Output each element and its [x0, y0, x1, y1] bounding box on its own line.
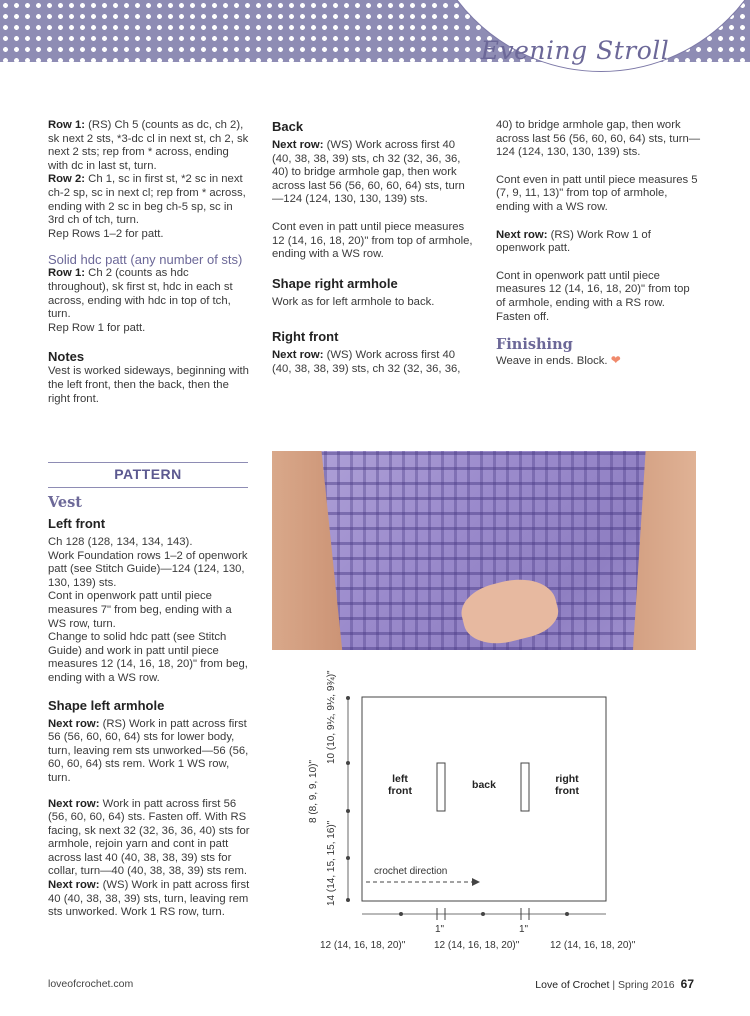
column-3 — [496, 119, 702, 369]
schematic-svg — [300, 660, 680, 960]
right-front-p1-text: (WS) Work across first 40 (40, 38, 38, 39) sts, ch 32 (32, 36, 36, — [272, 349, 461, 375]
left-front-heading: Left front — [48, 516, 106, 531]
notes-text: Vest is worked sideways, beginning with the left front, then the back, then the right front. — [48, 365, 249, 405]
schematic-diagram — [300, 660, 680, 960]
next-row-label: Next row: — [272, 349, 324, 362]
col3-p1: 40) to bridge armhole gap, then work across last 56 (56, 60, 60, 64) sts, turn—124 (124, 130, 130, 139) sts. — [496, 119, 701, 159]
shape-left-p3 — [48, 879, 250, 920]
solid-row1-paragraph — [48, 267, 250, 321]
col3-p3 — [496, 229, 702, 256]
vertical-top-dimension: 10 (10, 9½, 9½, 9¾)" — [326, 670, 337, 764]
back-p1-text: (WS) Work across first 40 (40, 38, 38, 39) sts, ch 32 (32, 36, 36, 40) to bridge armhole gap, then work across last 56 (56, 60, 60, 64) sts, turn—124 (124, 130, 130, 139) sts. — [272, 139, 465, 206]
solid-row1-label: Row 1: — [48, 267, 86, 280]
heart-icon: ❤ — [610, 353, 621, 368]
vertical-bottom-dimension: 14 (14, 15, 15, 16)" — [326, 820, 337, 906]
column-1-lower — [48, 494, 250, 920]
left-front-line: Ch 128 (128, 134, 134, 143). — [48, 536, 193, 548]
row1-label: Row 1: — [48, 119, 86, 131]
row1-paragraph — [48, 119, 250, 173]
page-title: Evening Stroll — [480, 36, 670, 65]
bottom-right-dimension: 12 (14, 16, 18, 20)" — [550, 940, 636, 951]
pattern-heading: PATTERN — [48, 462, 248, 488]
finishing-heading: Finishing — [496, 336, 573, 354]
footer-magazine: Love of Crochet — [535, 979, 610, 991]
row2-paragraph — [48, 173, 250, 227]
solid-row1-text: Ch 2 (counts as hdc throughout), sk first st, hdc in each st across, ending with hdc in top of tch, turn. — [48, 267, 233, 321]
row1-text: (RS) Ch 5 (counts as dc, ch 2), sk next 2 sts, *3-dc cl in next st, ch 2, sk next 2 sts; rep from * across, ending with dc in last st, turn. — [48, 119, 249, 172]
col3-p2: Cont even in patt until piece measures 5 (7, 9, 11, 13)" from top of armhole, ending with a WS row. — [496, 173, 698, 213]
row2-text: Ch 1, sc in first st, *2 sc in next ch-2 sp, sc in next cl; rep from * across, ending with 2 sc in beg ch-5 sp, sc in 3rd ch of tch, turn. — [48, 173, 246, 227]
next-row-label: Next row: — [48, 717, 100, 730]
solid-hdc-heading: Solid hdc patt (any number of sts) — [48, 252, 243, 268]
next-row-label: Next row: — [272, 139, 324, 151]
shape-left-p1-text: (RS) Work in patt across first 56 (56, 60, 60, 64) sts for lower body, turn, leaving rem sts unworked—56 (56, 60, 60, 64) sts rem. Work 1 WS row, turn. — [48, 717, 249, 784]
notes-heading: Notes — [48, 349, 85, 365]
back-heading: Back — [272, 119, 304, 134]
left-front-label: left front — [388, 773, 412, 797]
next-row-label: Next row: — [48, 879, 100, 892]
bottom-mid-dimension: 12 (14, 16, 18, 20)" — [434, 940, 520, 951]
shape-right-text: Work as for left armhole to back. — [272, 295, 435, 308]
shape-left-p3-text: (WS) Work in patt across first 40 (40, 38, 38, 39) sts, turn, leaving rem sts unworked. Work 1 RS row, turn. — [48, 879, 250, 919]
footer-issue: Spring 2016 — [618, 979, 675, 991]
col3-p4: Cont in openwork patt until piece measures 12 (14, 16, 18, 20)" from top of armhole, ending with a RS row. Fasten off. — [496, 269, 690, 323]
next-row-label: Next row: — [48, 797, 100, 810]
shape-left-p2 — [48, 798, 250, 880]
right-front-label: right front — [555, 773, 579, 797]
finishing-paragraph — [496, 354, 702, 369]
bottom-left-dimension: 12 (14, 16, 18, 20)" — [320, 940, 406, 951]
finishing-text: Weave in ends. Block. — [496, 355, 608, 368]
solid-rep: Rep Row 1 for patt. — [48, 321, 146, 334]
page-number: 67 — [680, 977, 694, 991]
rep-rows: Rep Rows 1–2 for patt. — [48, 227, 164, 240]
shape-left-p2-text: Work in patt across first 56 (56, 60, 60, 64) sts. Fasten off. With RS facing, sk next 32 (32, 36, 36, 40) sts for armhole, rejoin yarn and cont in patt across last 40 (40, 38, 38, 39) sts for collar, turn—40 (40, 38, 38, 39) sts rem. — [48, 797, 250, 878]
shape-left-p1 — [48, 718, 250, 786]
next-row-label: Next row: — [496, 228, 548, 241]
one-inch-label-a: 1" — [435, 924, 445, 935]
footer-site: loveofcrochet.com — [48, 978, 134, 990]
vest-photo — [272, 451, 696, 650]
vertical-mid-dimension: 8 (8, 9, 9, 10)" — [308, 759, 319, 823]
left-front-line: Change to solid hdc patt (see Stitch Guide) and work in patt until piece measures 12 (14, 16, 18, 20)" from beg, ending with a WS row. — [48, 631, 248, 684]
col3-p3-text: (RS) Work Row 1 of openwork patt. — [496, 228, 651, 255]
shape-left-armhole-heading: Shape left armhole — [48, 697, 165, 713]
right-front-p1 — [272, 349, 476, 376]
column-1 — [48, 119, 250, 406]
back-label: back — [472, 779, 496, 791]
left-front-line: Cont in openwork patt until piece measures 7" from beg, ending with a WS row, turn. — [48, 590, 232, 630]
shape-right-armhole-heading: Shape right armhole — [272, 275, 398, 291]
one-inch-label-b: 1" — [519, 924, 529, 935]
footer-magazine-info: Love of Crochet | Spring 2016 67 — [535, 977, 694, 991]
crochet-direction-label: crochet direction — [374, 866, 448, 877]
vest-heading: Vest — [48, 494, 83, 511]
column-2 — [272, 119, 476, 377]
right-front-heading: Right front — [272, 329, 339, 345]
row2-label: Row 2: — [48, 173, 86, 186]
back-p2: Cont even in patt until piece measures 12 (14, 16, 18, 20)" from top of armhole, ending with a WS row. — [272, 220, 473, 261]
back-p1 — [272, 139, 476, 207]
left-front-line: Work Foundation rows 1–2 of openwork patt (see Stitch Guide)—124 (124, 130, 130, 139) sts. — [48, 549, 248, 589]
